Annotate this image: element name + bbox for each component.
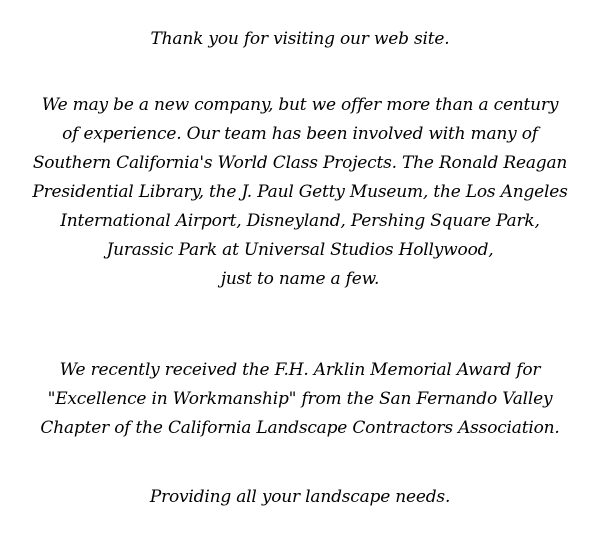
paragraph-line: "Excellence in Workmanship" from the San Fernando Valley	[47, 389, 553, 409]
paragraph-line: of experience. Our team has been involved with many of	[62, 124, 538, 144]
paragraph-line: Chapter of the California Landscape Contractors Association.	[40, 418, 560, 438]
paragraph-line: We recently received the F.H. Arklin Memorial Award for	[59, 360, 541, 380]
closing-tagline: Providing all your landscape needs.	[149, 487, 451, 507]
paragraph-line: International Airport, Disneyland, Pershing Square Park,	[60, 211, 540, 231]
paragraph-line: just to name a few.	[220, 269, 380, 289]
paragraph-line: We may be a new company, but we offer more than a century	[41, 95, 559, 115]
greeting-text: Thank you for visiting our web site.	[150, 29, 450, 49]
paragraph-line: Presidential Library, the J. Paul Getty Museum, the Los Angeles	[32, 182, 568, 202]
paragraph-line: Jurassic Park at Universal Studios Hollywood,	[106, 240, 494, 260]
paragraph-line: Southern California's World Class Projects. The Ronald Reagan	[32, 153, 568, 173]
